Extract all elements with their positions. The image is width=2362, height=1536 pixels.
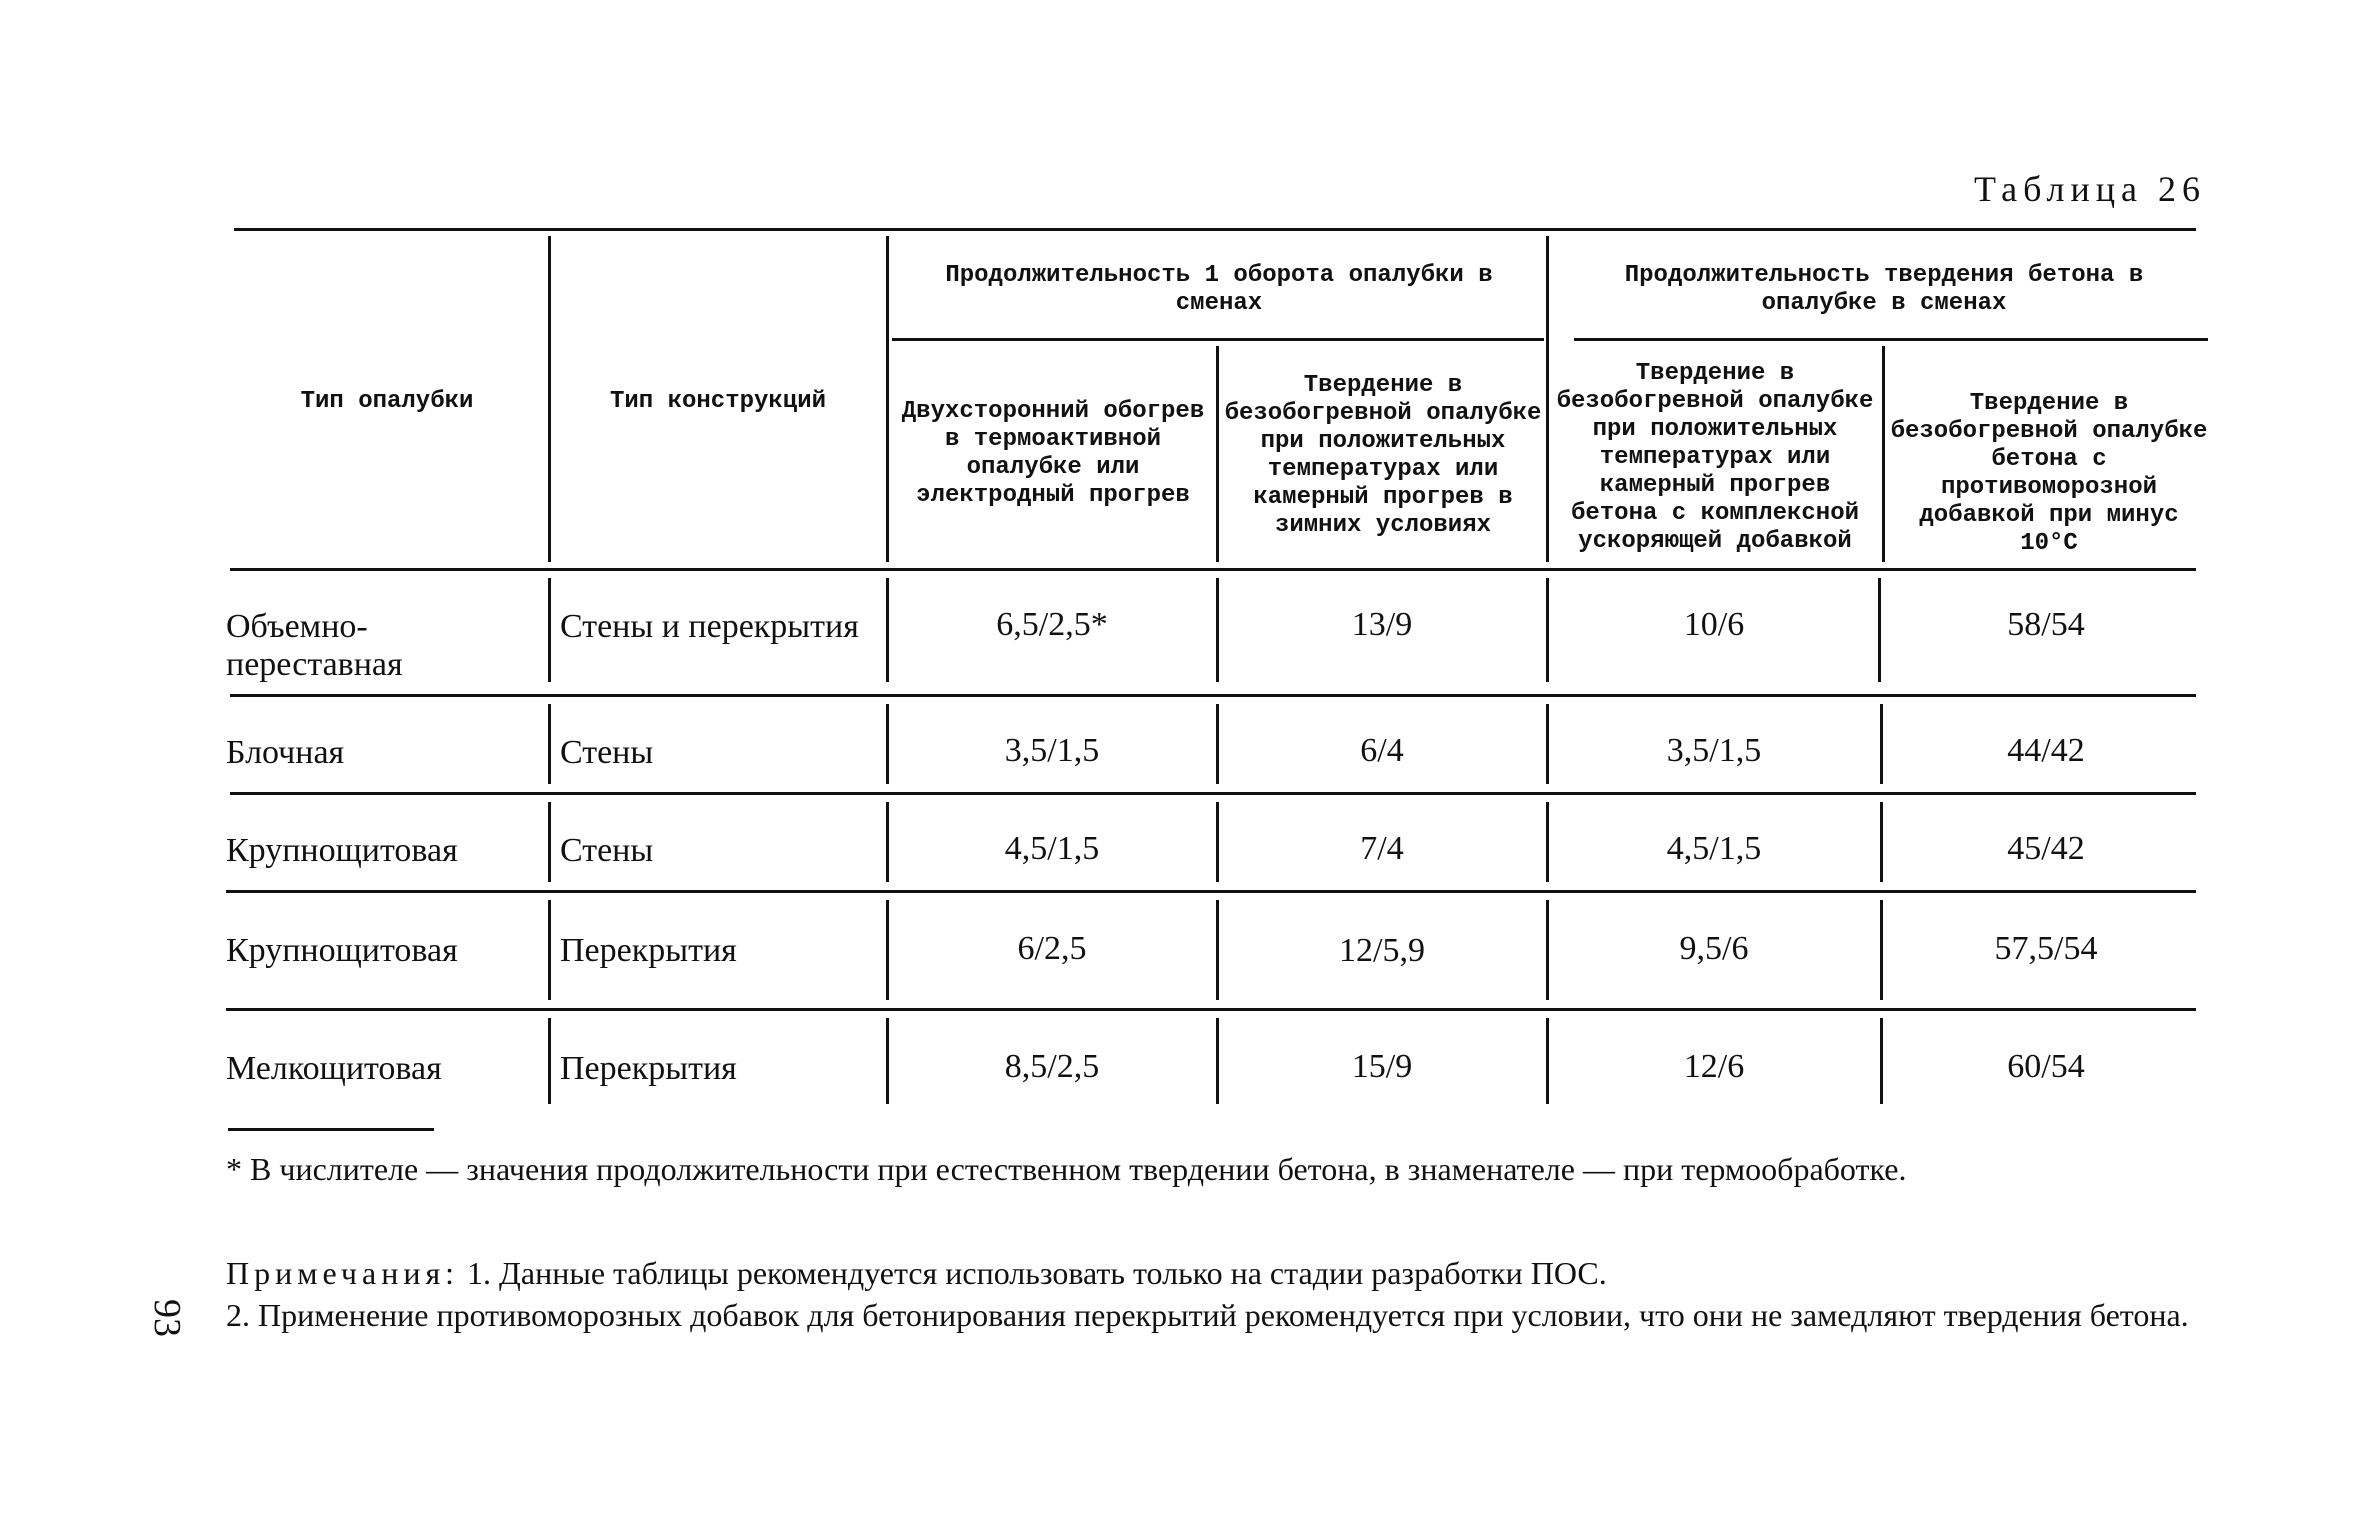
row4-v1: 6/2,5 [1017, 930, 1087, 967]
header-sub2: Твердение в безобогревной опалубке при положительных температурах или камерный прогрев в зимних условиях [1224, 372, 1542, 539]
row5-v4: 60/54 [2007, 1048, 2085, 1085]
row1-type: Объемно-переставная [226, 608, 403, 683]
vrule [886, 802, 889, 882]
note-1: 1. Данные таблицы рекомендуется использовать только на стадии разработки ПОС. [467, 1255, 1607, 1291]
vrule [1216, 704, 1219, 784]
header-group2: Продолжительность твердения бетона в опалубке в сменах [1624, 262, 2144, 317]
vrule [886, 578, 889, 682]
row2-v4: 44/42 [2007, 732, 2085, 769]
row-rule-1 [230, 694, 2196, 697]
vrule [548, 1018, 551, 1104]
notes-label: Примечания: [226, 1255, 460, 1291]
vrule [1546, 900, 1549, 1000]
page-number: 93 [146, 1299, 188, 1337]
row5-v1: 8,5/2,5 [1004, 1048, 1100, 1085]
table-title: Таблица 26 [1974, 169, 2206, 209]
row1-v2: 13/9 [1351, 606, 1413, 643]
row3-construction: Стены [560, 832, 654, 869]
vrule [1216, 1018, 1219, 1104]
row-rule-3 [226, 890, 2196, 893]
row2-v3: 3,5/1,5 [1666, 732, 1762, 769]
vrule [548, 802, 551, 882]
header-col1: Тип опалубки [300, 388, 474, 415]
row3-v2: 7/4 [1360, 830, 1404, 867]
row5-type: Мелкощитовая [226, 1050, 442, 1087]
row4-type: Крупнощитовая [226, 932, 458, 969]
vrule [1878, 578, 1881, 682]
vrule [1546, 236, 1549, 562]
header-sub4: Твердение в безобогревной опалубке бетона с противоморозной добавкой при минус 10°С [1890, 390, 2208, 557]
row1-v4: 58/54 [2007, 606, 2085, 643]
vrule [886, 236, 889, 562]
footnote: * В числителе — значения продолжительности при естественном твердении бетона, в знаменателе — при термообработке. [226, 1151, 1907, 1187]
row3-v3: 4,5/1,5 [1666, 830, 1762, 867]
row2-type: Блочная [226, 734, 345, 771]
vrule [548, 236, 551, 562]
header-bottom-rule [230, 568, 2196, 571]
vrule [886, 1018, 889, 1104]
vrule [886, 900, 889, 1000]
header-sub3: Твердение в безобогревной опалубке при положительных температурах или камерный прогрев бетона с комплексной ускоряющей добавкой [1556, 360, 1874, 555]
row4-v4: 57,5/54 [1994, 930, 2098, 967]
vrule [1216, 900, 1219, 1000]
vrule [548, 578, 551, 682]
vrule [1546, 1018, 1549, 1104]
header-sub1: Двухсторонний обогрев в термоактивной опалубке или электродный прогрев [901, 398, 1205, 509]
row4-v3: 9,5/6 [1679, 930, 1749, 967]
vrule [548, 900, 551, 1000]
vrule [1546, 578, 1549, 682]
vrule [1882, 346, 1885, 562]
row3-v4: 45/42 [2007, 830, 2085, 867]
vrule [886, 704, 889, 784]
row4-v2: 12/5,9 [1339, 932, 1425, 969]
vrule [548, 704, 551, 784]
row1-v1: 6,5/2,5* [996, 606, 1108, 643]
row2-construction: Стены [560, 734, 654, 771]
group2-rule [1574, 338, 2208, 341]
row-rule-2 [230, 792, 2196, 795]
group1-rule [892, 338, 1544, 341]
row3-type: Крупнощитовая [226, 832, 458, 869]
row5-v2: 15/9 [1351, 1048, 1413, 1085]
row3-v1: 4,5/1,5 [1004, 830, 1100, 867]
vrule [1216, 346, 1219, 562]
row4-construction: Перекрытия [560, 932, 737, 969]
row1-v3: 10/6 [1683, 606, 1745, 643]
vrule [1546, 802, 1549, 882]
row1-construction: Стены и перекрытия [560, 608, 859, 645]
notes-line-1 [226, 1254, 2214, 1292]
vrule [1216, 578, 1219, 682]
row2-v2: 6/4 [1360, 732, 1404, 769]
row5-construction: Перекрытия [560, 1050, 737, 1087]
row2-v1: 3,5/1,5 [1004, 732, 1100, 769]
footnote-rule [228, 1128, 434, 1131]
table-top-rule [234, 228, 2196, 231]
note-2: 2. Применение противоморозных добавок для бетонирования перекрытий рекомендуется при условии, что они не замедляют твердения бетона. [226, 1297, 2189, 1333]
row-rule-4 [226, 1008, 2196, 1011]
header-group1: Продолжительность 1 оборота опалубки в сменах [945, 262, 1493, 317]
header-col2: Тип конструкций [609, 388, 827, 415]
vrule [1546, 704, 1549, 784]
row5-v3: 12/6 [1683, 1048, 1745, 1085]
vrule [1216, 802, 1219, 882]
